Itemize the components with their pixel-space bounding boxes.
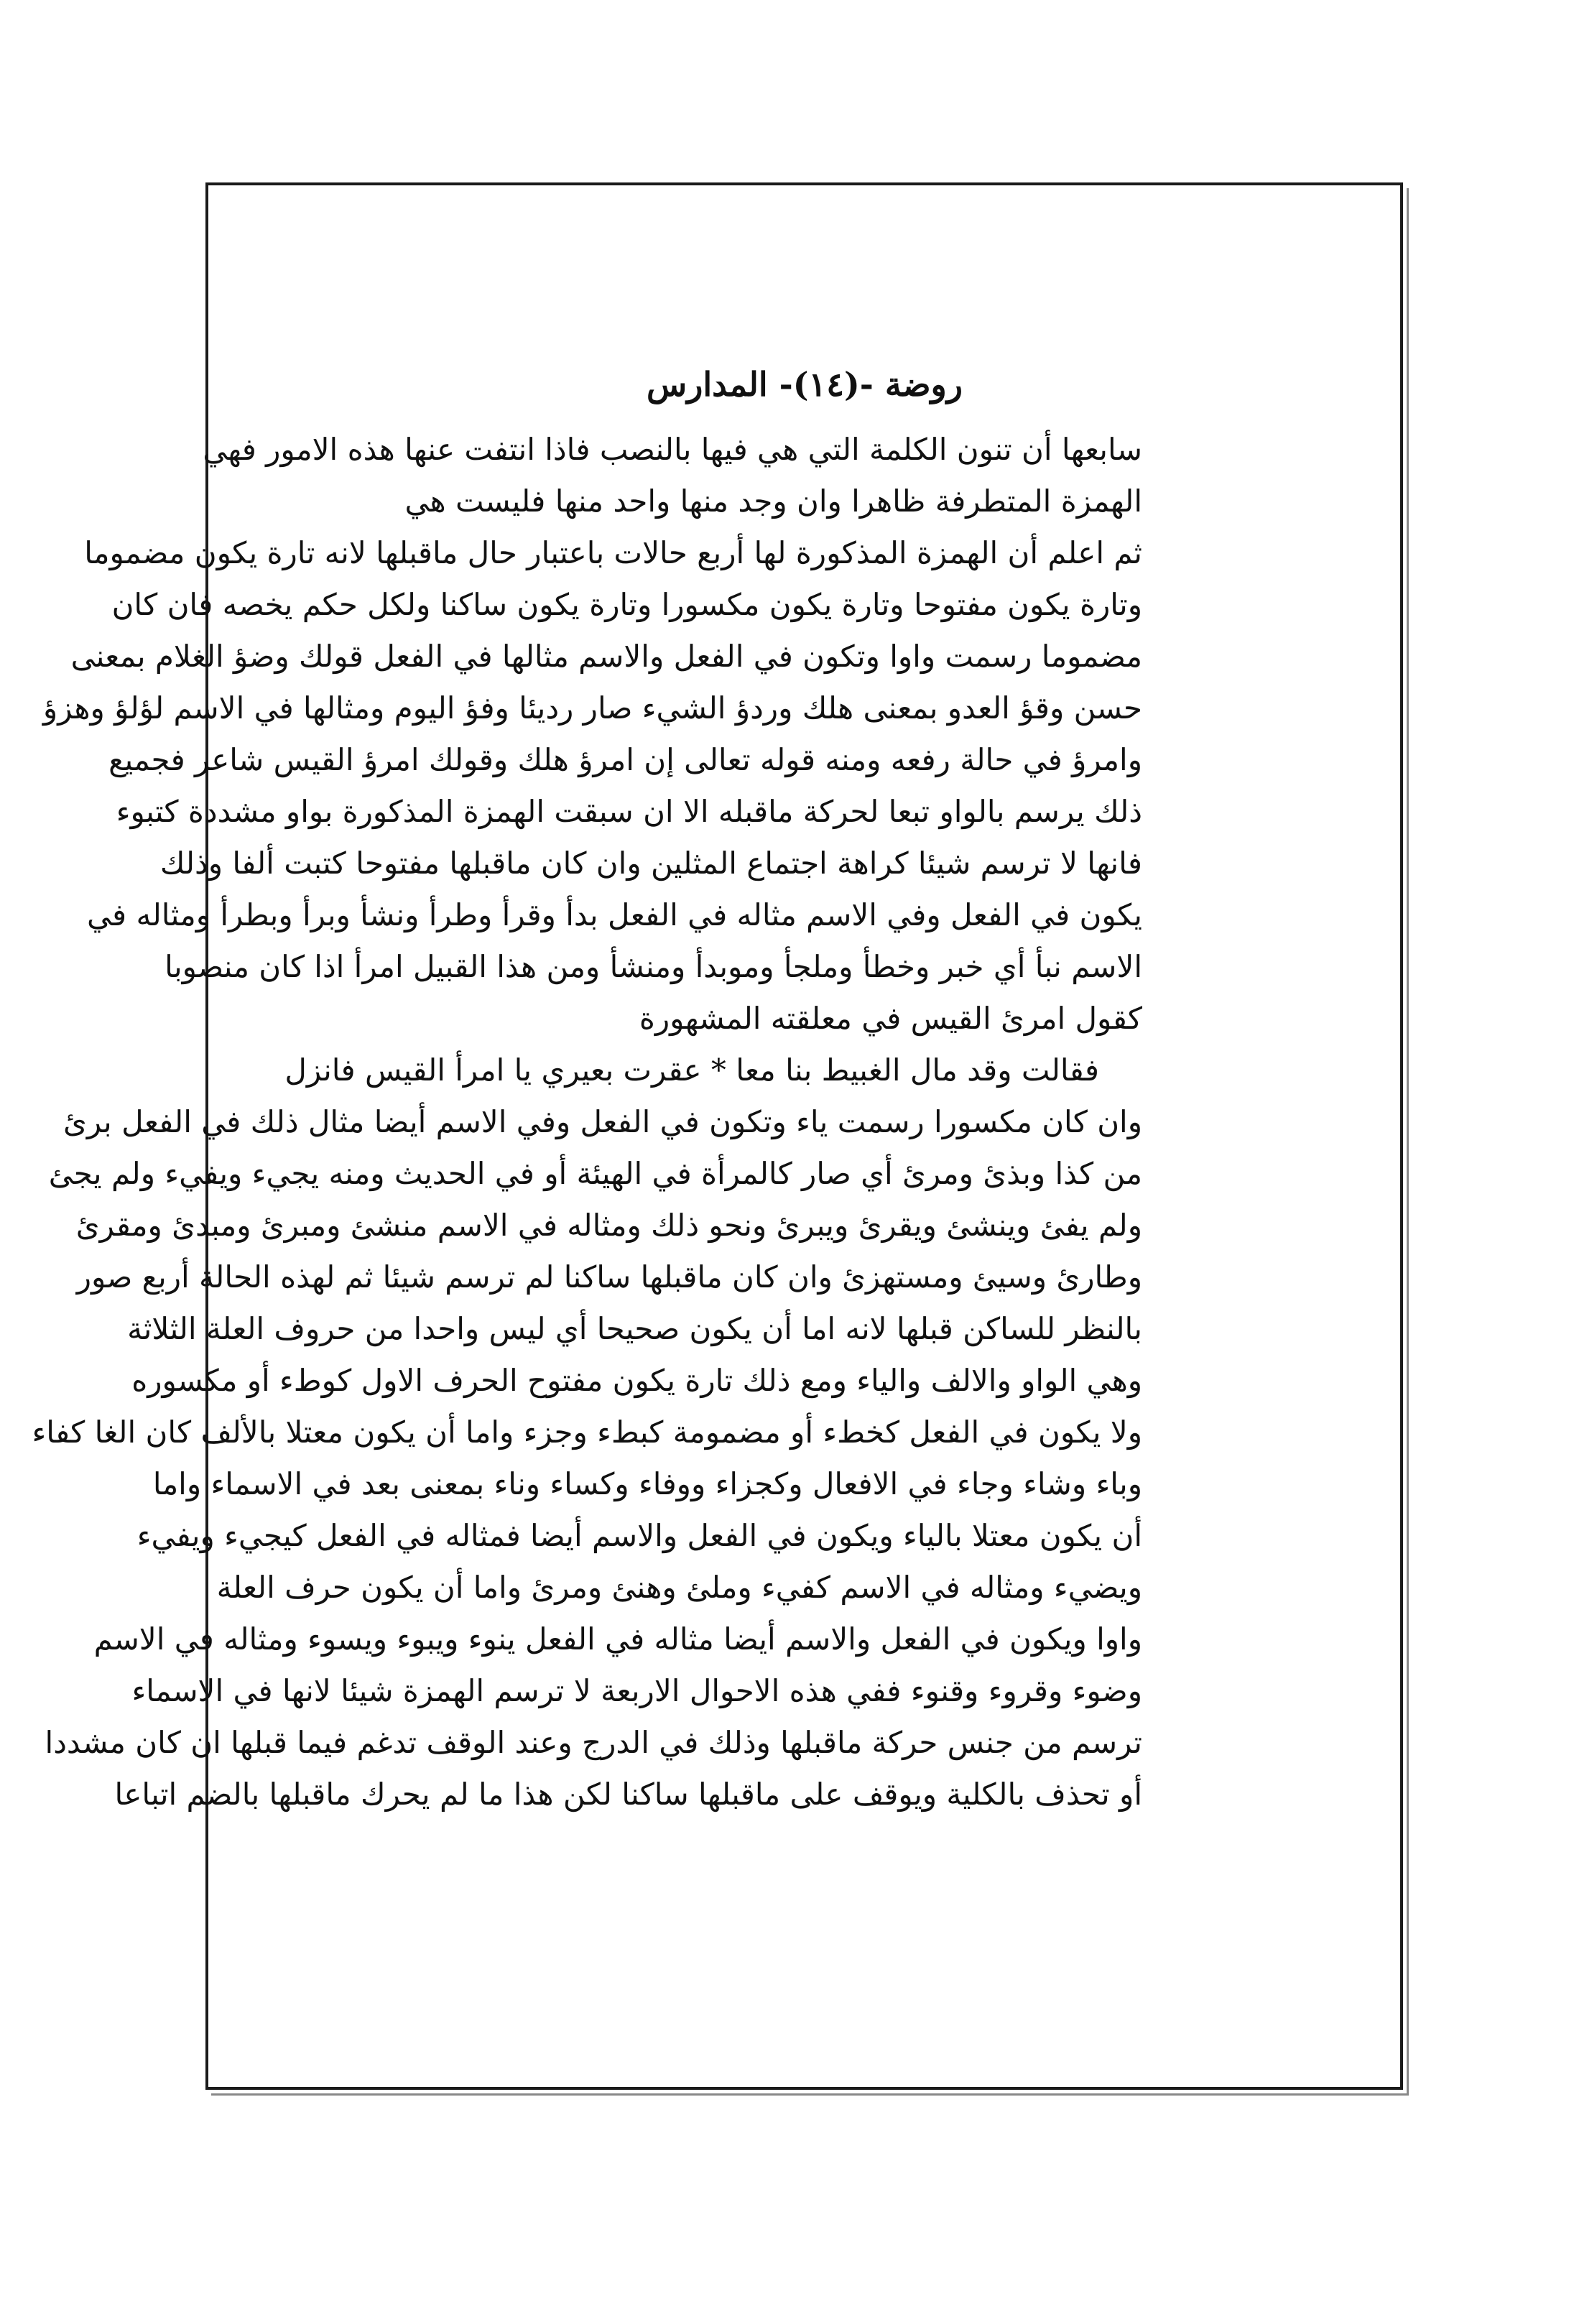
text-line: الهمزة المتطرفة ظاهرا وان وجد منها واحد منها فليست هي (404, 483, 1142, 519)
text-line: وهي الواو والالف والياء ومع ذلك تارة يكون مفتوح الحرف الاول كوطء أو مكسوره (131, 1363, 1142, 1398)
text-line: كقول امرئ القيس في معلقته المشهورة (639, 1001, 1142, 1036)
text-line: وتارة يكون مفتوحا وتارة يكون مكسورا وتارة يكون ساكنا ولكل حكم يخصه فان كان (111, 587, 1142, 622)
text-line: وطارئ وسيئ ومستهزئ وان كان ماقبلها ساكنا لم ترسم شيئا ثم لهذه الحالة أربع صور (76, 1259, 1142, 1295)
poem-verse-line: فقالت وقد مال الغبيط بنا معا * عقرت بعيري يا امرأ القيس فانزل (284, 1052, 1099, 1088)
page-header: روضة -(١٤)- المدارس (646, 365, 963, 404)
text-line: ولم يفئ وينشئ ويقرئ ويبرئ ونحو ذلك ومثاله في الاسم منشئ ومبرئ ومبدئ ومقرئ (75, 1208, 1142, 1243)
text-line: بالنظر للساكن قبلها لانه اما أن يكون صحيحا أي ليس واحدا من حروف العلة الثلاثة (127, 1311, 1142, 1346)
text-line: فانها لا ترسم شيئا كراهة اجتماع المثلين وان كان ماقبلها مفتوحا كتبت ألفا وذلك (159, 846, 1142, 881)
text-line: ولا يكون في الفعل كخطء أو مضمومة كبطء وجزء واما أن يكون معتلا بالألف كان الغا كفاء (32, 1415, 1142, 1450)
text-line: ثم اعلم أن الهمزة المذكورة لها أربع حالات باعتبار حال ماقبلها لانه تارة يكون مضموما (84, 535, 1142, 570)
text-line: واوا ويكون في الفعل والاسم أيضا مثاله في الفعل ينوء ويبوء ويسوء ومثاله في الاسم (93, 1621, 1142, 1657)
text-line: مضموما رسمت واوا وتكون في الفعل والاسم مثالها في الفعل قولك وضؤ الغلام بمعنى (70, 639, 1142, 674)
text-line: يكون في الفعل وفي الاسم مثاله في الفعل بدأ وقرأ وطرأ ونشأ وبرأ وبطرأ ومثاله في (87, 897, 1142, 932)
text-line: ويضيء ومثاله في الاسم كفيء وملئ وهنئ ومرئ واما أن يكون حرف العلة (216, 1570, 1142, 1605)
text-line: وباء وشاء وجاء في الافعال وكجزاء ووفاء وكساء وناء بمعنى بعد في الاسماء واما (152, 1466, 1142, 1501)
text-line: سابعها أن تنون الكلمة التي هي فيها بالنصب فاذا انتفت عنها هذه الامور فهي (203, 432, 1142, 467)
text-line: من كذا وبذئ ومرئ أي صار كالمرأة في الهيئة أو في الحديث ومنه يجيء ويفيء ولم يجئ (48, 1156, 1142, 1191)
text-line: الاسم نبأ أي خبر وخطأ وملجأ وموبدأ ومنشأ ومن هذا القبيل امرأ اذا كان منصوبا (165, 949, 1142, 984)
text-line: وامرؤ في حالة رفعه ومنه قوله تعالى إن امرؤ هلك وقولك امرؤ القيس شاعر فجميع (108, 742, 1142, 777)
text-line: وان كان مكسورا رسمت ياء وتكون في الفعل وفي الاسم أيضا مثال ذلك في الفعل برئ (63, 1104, 1142, 1139)
text-line: حسن وقؤ العدو بمعنى هلك وردؤ الشيء صار رديئا وفؤ اليوم ومثالها في الاسم لؤلؤ وهزؤ (42, 690, 1142, 726)
page-body (32, 424, 1142, 1820)
text-line: أو تحذف بالكلية ويوقف على ماقبلها ساكنا لكن هذا ما لم يحرك ماقبلها بالضم اتباعا (114, 1777, 1142, 1812)
text-line: ذلك يرسم بالواو تبعا لحركة ماقبله الا ان سبقت الهمزة المذكورة بواو مشددة كتبوء (116, 794, 1142, 829)
text-line: وضوء وقروء وقنوء ففي هذه الاحوال الاربعة لا ترسم الهمزة شيئا لانها في الاسماء (131, 1673, 1142, 1708)
text-line: أن يكون معتلا بالياء ويكون في الفعل والاسم أيضا فمثاله في الفعل كيجيء ويفيء (136, 1518, 1142, 1553)
text-line: ترسم من جنس حركة ماقبلها وذلك في الدرج وعند الوقف تدغم فيما قبلها ان كان مشددا (45, 1725, 1142, 1760)
